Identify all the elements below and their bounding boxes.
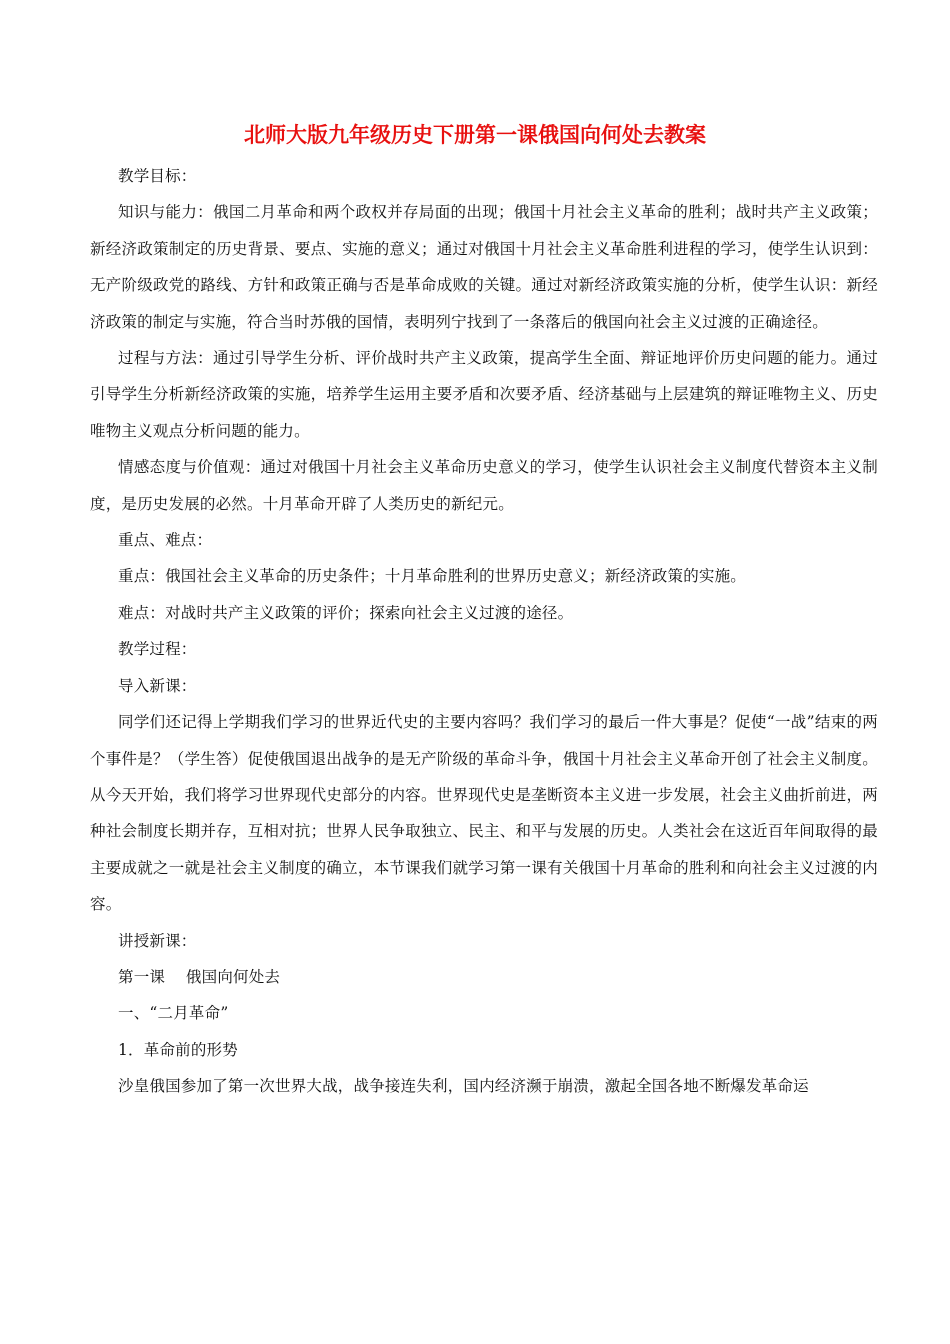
subsection-heading-pre-revolution: 1．革命前的形势	[118, 1040, 238, 1059]
paragraph-text: 知识与能力：俄国二月革命和两个政权并存局面的出现；俄国十月社会主义革命的胜利；战时共产主义政策；新经济政策制定的历史背景、要点、实施的意义；通过对俄国十月社会主义革命胜利进程的学习，使学生认识到：无产阶级政党的路线、方针和政策正确与否是革命成败的关键。通过对新经济政策实施的分析，使学生认识：新经济政策的制定与实施，符合当时苏俄的国情，表明列宁找到了一条落后的俄国向社会主义过渡的正确途径。	[90, 203, 878, 331]
subsection-heading-february-revolution: 一、“二月革命”	[118, 1004, 229, 1023]
section-heading-key-points: 重点、难点：	[118, 531, 213, 550]
paragraph-text: 情感态度与价值观：通过对俄国十月社会主义革命历史意义的学习，使学生认识社会主义制度代替资本主义制度，是历史发展的必然。十月革命开辟了人类历史的新纪元。	[90, 458, 878, 513]
paragraph-text: 同学们还记得上学期我们学习的世界近代史的主要内容吗？我们学习的最后一件大事是？促使“一战”结束的两个事件是？（学生答）促使俄国退出战争的是无产阶级的革命斗争，俄国十月社会主义革命开创了社会主义制度。从今天开始，我们将学习世界现代史部分的内容。世界现代史是垄断资本主义进一步发展，社会主义曲折前进，两种社会制度长期并存，互相对抗；世界人民争取独立、民主、和平与发展的历史。人类社会在这近百年间取得的最主要成就之一就是社会主义制度的确立，本节课我们就学习第一课有关俄国十月革命的胜利和向社会主义过渡的内容。	[90, 713, 878, 914]
lesson-title: 第一课 俄国向何处去	[118, 967, 281, 986]
section-heading-new-lesson: 讲授新课：	[118, 931, 197, 950]
document-body	[90, 158, 878, 1105]
section-heading-teaching-goals: 教学目标：	[118, 167, 197, 185]
document-title: 北师大版九年级历史下册第一课俄国向何处去教案	[244, 123, 706, 147]
paragraph-key-points: 重点：俄国社会主义革命的历史条件；十月革命胜利的世界历史意义；新经济政策的实施。	[118, 567, 747, 586]
paragraph-pre-revolution: 沙皇俄国参加了第一次世界大战，战争接连失利，国内经济濒于崩溃，激起全国各地不断爆发革命运	[118, 1077, 809, 1096]
section-heading-teaching-process: 教学过程：	[118, 640, 197, 659]
section-heading-introduction: 导入新课：	[118, 676, 197, 695]
paragraph-knowledge-ability	[90, 194, 878, 340]
paragraph-emotion-values	[90, 449, 878, 522]
paragraph-text: 过程与方法：通过引导学生分析、评价战时共产主义政策，提高学生全面、辩证地评价历史问题的能力。通过引导学生分析新经济政策的实施，培养学生运用主要矛盾和次要矛盾、经济基础与上层建筑的辩证唯物主义、历史唯物主义观点分析问题的能力。	[90, 349, 878, 440]
paragraph-introduction	[90, 704, 878, 922]
paragraph-process-method	[90, 340, 878, 449]
paragraph-difficult-points: 难点：对战时共产主义政策的评价；探索向社会主义过渡的途径。	[118, 603, 574, 622]
